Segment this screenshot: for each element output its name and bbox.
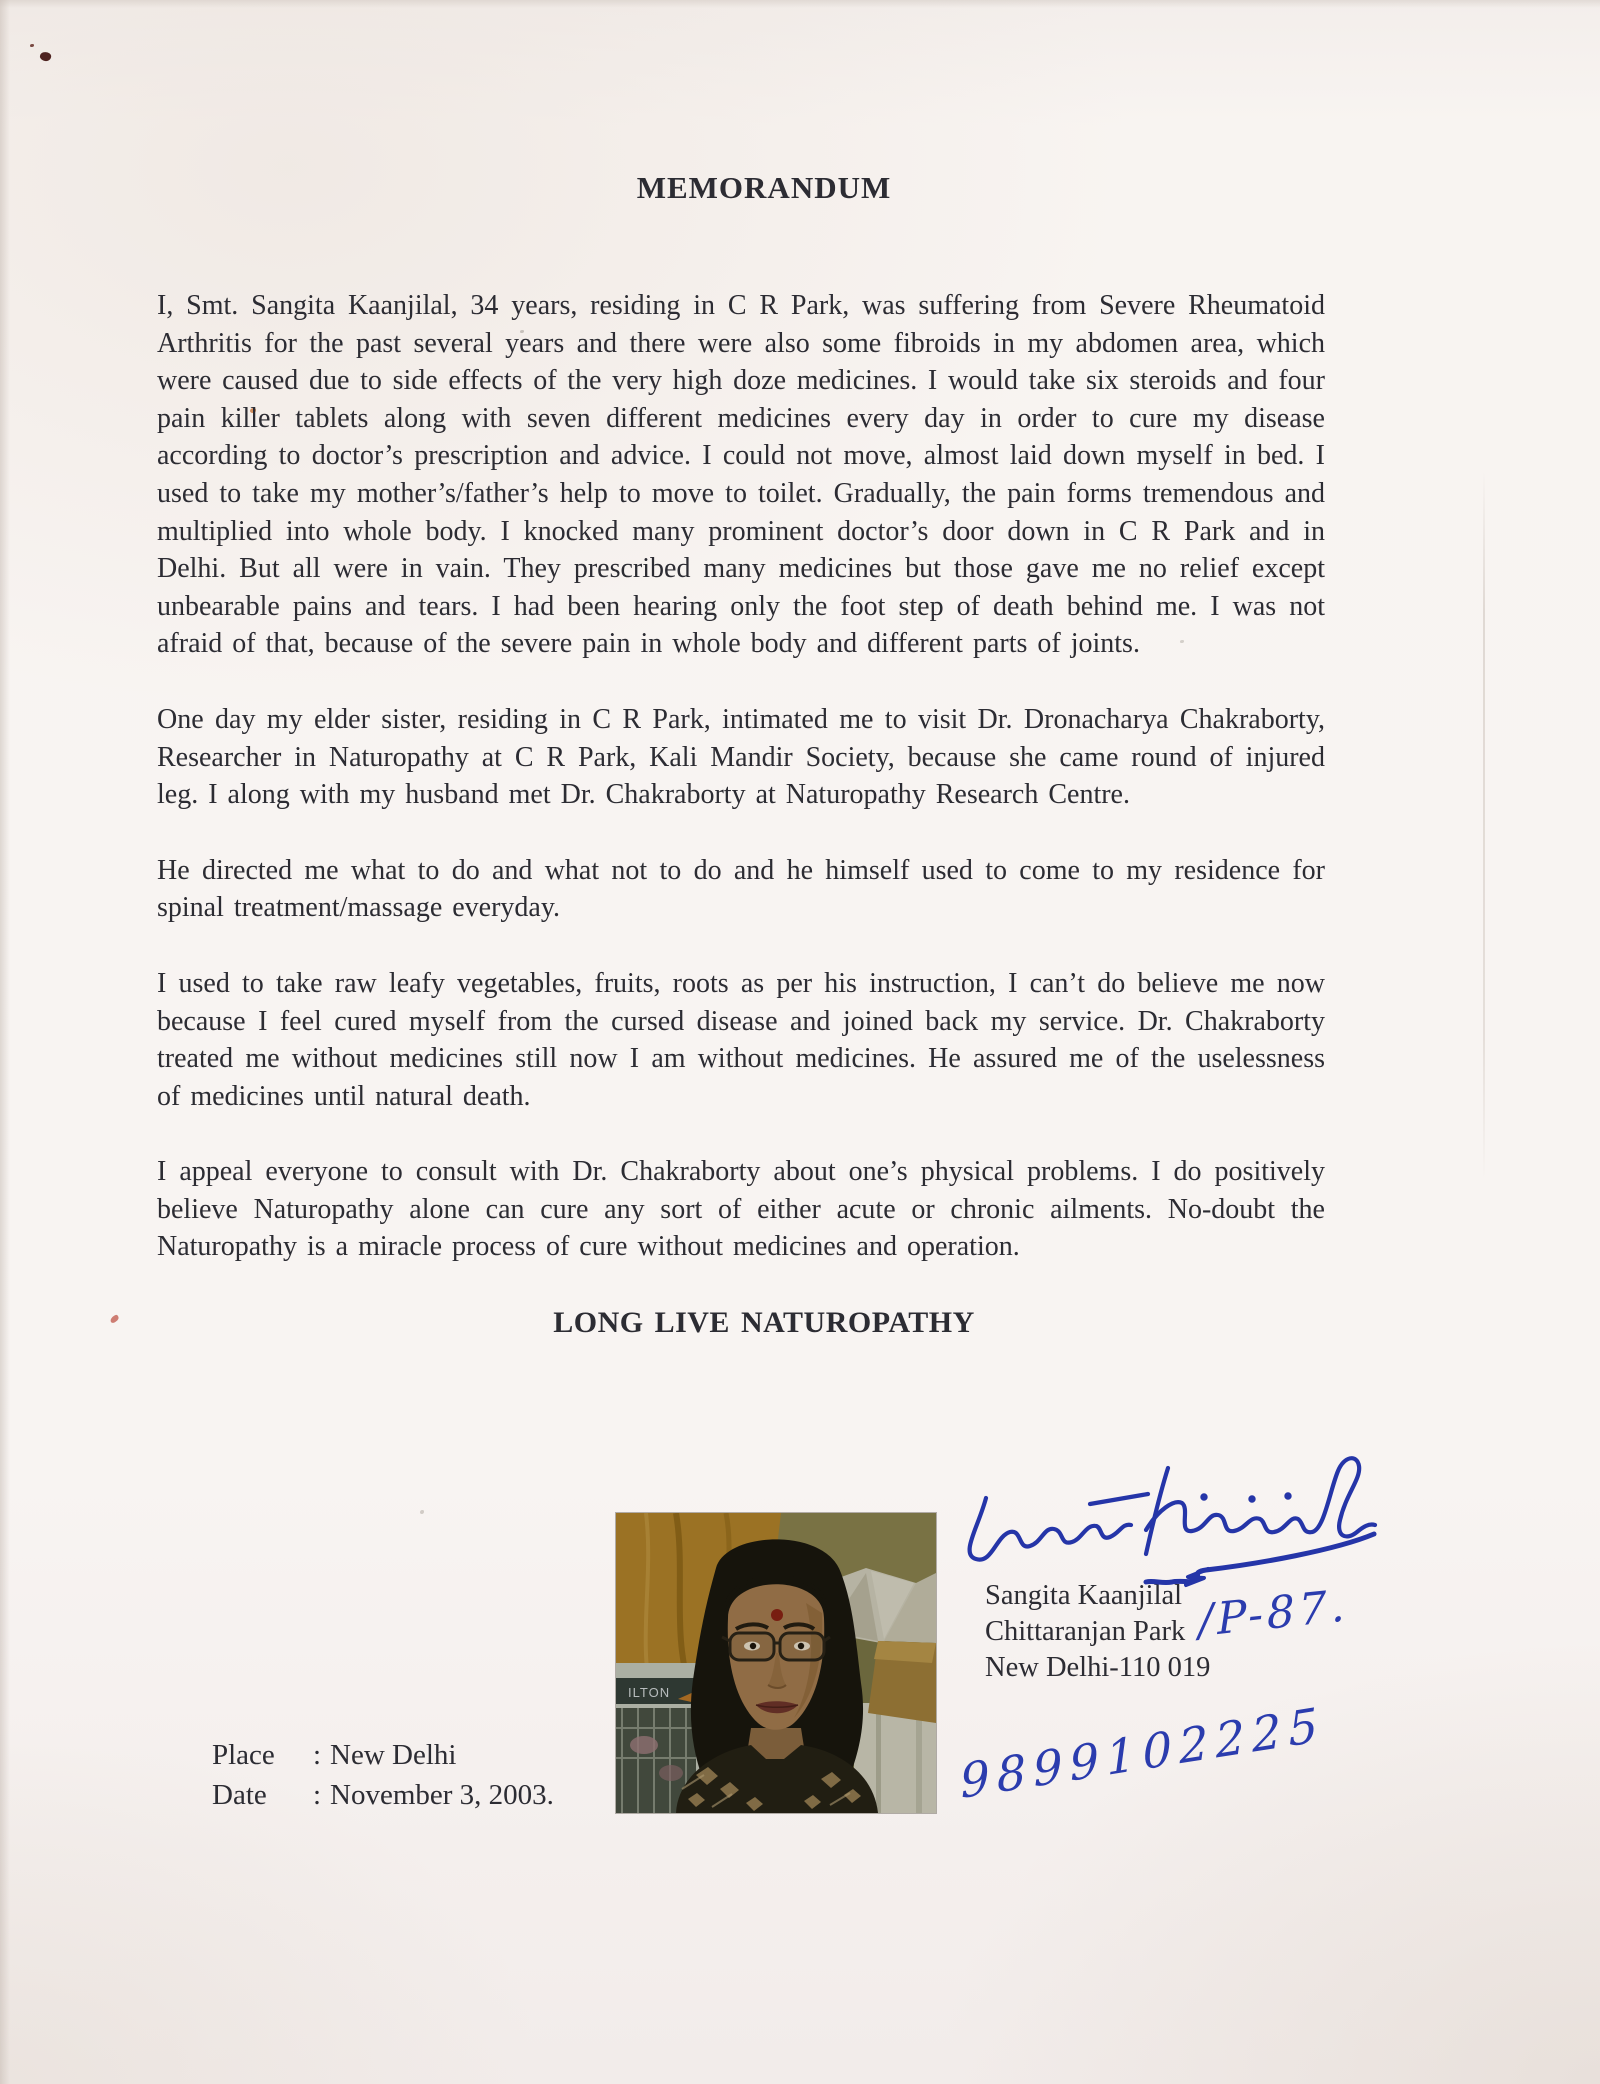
place-row (212, 1735, 554, 1775)
place-value: New Delhi (330, 1739, 457, 1771)
typed-city-line: New Delhi-110 019 (985, 1652, 1211, 1683)
date-colon: : (312, 1779, 322, 1811)
memo-paragraph-1: I, Smt. Sangita Kaanjilal, 34 years, residing in C R Park, was suffering from Severe Rheumatoid Arthritis for the past several years and there were also some fibroids in my abdomen area, which were caused due to side effects of the very high doze medicines. I would take six steroids and four pain killer tablets along with seven different medicines every day in order to cure my disease according to doctor’s prescription and advice. I could not move, almost laid down myself in bed. I used to take my mother’s/father’s help to move to toilet. Gradually, the pain forms tremendous and multiplied into whole body. I knocked many prominent doctor’s door down in C R Park and in Delhi. But all were in vain. They prescribed many medicines but those gave me no relief except unbearable pains and tears. I had been hearing only the foot step of death behind me. I was not afraid of that, because of the severe pain in whole body and different parts of joints. (157, 290, 1325, 660)
memo-slogan: LONG LIVE NATUROPATHY (553, 1306, 975, 1340)
paper-speck (30, 44, 34, 47)
memo-paragraph-3: He directed me what to do and what not to do and he himself used to come to my residence for spinal treatment/massage everyday. (157, 854, 1325, 924)
paper-speck (39, 50, 52, 62)
paper-crease (1483, 470, 1485, 1180)
handwritten-phone-number: 9899102225 (958, 1697, 1327, 1810)
typed-name: Sangita Kaanjilal (985, 1580, 1183, 1611)
date-value: November 3, 2003. (330, 1779, 554, 1811)
place-date-block (212, 1735, 554, 1815)
paper-edge-shadow (0, 0, 10, 2084)
portrait-photo-art (616, 1513, 936, 1813)
memo-body (157, 287, 1325, 1342)
paper-speck (420, 1510, 424, 1514)
place-label: Place (212, 1739, 275, 1771)
handwritten-signature (950, 1438, 1420, 1618)
place-colon: : (312, 1739, 322, 1771)
date-label: Date (212, 1779, 267, 1811)
signature-strokes (950, 1438, 1420, 1618)
paper-edge-shadow (0, 0, 1600, 8)
date-row (212, 1775, 554, 1815)
portrait-photo (615, 1512, 937, 1814)
memo-paragraph-4: I used to take raw leafy vegetables, fruits, roots as per his instruction, I can’t do believe me now because I feel cured myself from the cursed disease and joined back my service. Dr. Chakraborty treated me without medicines still now I am without medicines. He assured me of the uselessness of medicines until natural death. (157, 967, 1325, 1112)
typed-address-line: Chittaranjan Park (985, 1616, 1186, 1647)
memo-paragraph-5: I appeal everyone to consult with Dr. Chakraborty about one’s physical problems. I do positively believe Naturopathy alone can cure any sort of either acute or chronic ailments. No-doubt the Naturopathy is a miracle process of cure without medicines and operation. (157, 1156, 1325, 1263)
paper-speck (109, 1314, 120, 1324)
handwritten-house-number: /P-87. (1197, 1580, 1350, 1647)
memo-title: MEMORANDUM (636, 170, 892, 205)
memo-paragraph-2: One day my elder sister, residing in C R Park, intimated me to visit Dr. Dronacharya Chakraborty, Researcher in Naturopathy at C R Park, Kali Mandir Society, because she came round of injured leg. I along with my husband met Dr. Chakraborty at Naturopathy Research Centre. (157, 703, 1325, 811)
